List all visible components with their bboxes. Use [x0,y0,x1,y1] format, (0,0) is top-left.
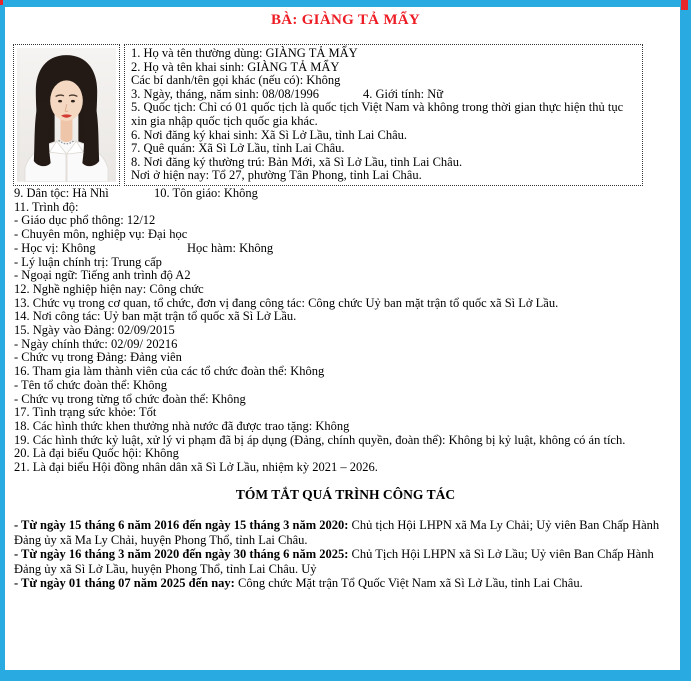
detail-line: - Chức vụ trong từng tổ chức đoàn thể: Không [14,391,246,406]
work-entry [14,576,677,591]
work-period: - Từ ngày 15 tháng 6 năm 2016 đến ngày 15 tháng 3 năm 2020: [14,518,349,532]
info-line: 8. Nơi đăng ký thường trú: Bản Mới, xã Sì Lở Lầu, tỉnh Lai Châu. [131,154,463,169]
detail-line-degree [14,242,676,256]
detail-line: - Ngày chính thức: 02/09/ 20216 [14,336,178,351]
info-line: 6. Nơi đăng ký khai sinh: Xã Sì Lở Lầu, tỉnh Lai Châu. [131,127,408,142]
page-title: BÀ: GIÀNG TẢ MẨY [270,12,421,28]
detail-line: 12. Nghề nghiệp hiện nay: Công chức [14,281,204,296]
ethnicity-text: 9. Dân tộc: Hà Nhì [14,186,109,200]
detail-line: - Tên tổ chức đoàn thể: Không [14,377,168,392]
portrait-photo-illustration [17,48,116,182]
religion-text: 10. Tôn giáo: Không [154,186,258,200]
info-line: 2. Họ và tên khai sinh: GIÀNG TẢ MẨY [131,59,340,74]
personal-info-box [124,44,643,186]
info-line: 5. Quốc tịch: Chỉ có 01 quốc tịch là quốc tịch Việt Nam và không trong thời gian thực hiện thủ tục xin gia nhập quốc tịch quốc gia khác. [131,100,624,128]
detail-line: 15. Ngày vào Đảng: 02/09/2015 [14,323,175,338]
section-heading: TÓM TẮT QUÁ TRÌNH CÔNG TÁC [235,487,456,502]
work-description: Chủ Tịch Hội LHPN xã Sì Lở Lầu; Uỷ viên Ban Chấp Hành Đảng ủy xã Sì Lở Lầu, huyện Phong Thổ, tỉnh Lai Châu. Uỷ [14,547,654,576]
detail-line: 18. Các hình thức khen thưởng nhà nước đã được trao tặng: Không [14,418,350,433]
birthdate-text: 3. Ngày, tháng, năm sinh: 08/08/1996 [131,86,320,101]
work-description: Chủ tịch Hội LHPN xã Ma Ly Chải; Uỷ viên Ban Chấp Hành Đảng ủy xã Ma Ly Chải, huyện Phong Thổ, tỉnh Lai Châu. [14,518,660,547]
work-period: - Từ ngày 01 tháng 07 năm 2025 đến nay: [14,576,235,591]
work-entry [14,547,677,576]
detail-line: 16. Tham gia làm thành viên của các tổ chức đoàn thể: Không [14,364,325,379]
detail-line: 14. Nơi công tác: Uỷ ban mặt trận tổ quốc xã Sì Lở Lầu. [14,309,297,324]
info-line: 7. Quê quán: Xã Sì Lở Lầu, tỉnh Lai Châu. [131,141,345,156]
portrait-photo [13,44,120,186]
detail-line: - Lý luận chính trị: Trung cấp [14,254,162,269]
detail-line: 13. Chức vụ trong cơ quan, tổ chức, đơn vị đang công tác: Công chức Uỷ ban mặt trận tổ quốc xã Sì Lở Lầu. [14,295,559,310]
info-line: 1. Họ và tên thường dùng: GIÀNG TẢ MẨY [131,46,358,60]
gender-text: 4. Giới tính: Nữ [363,86,444,101]
info-line-birth-gender [131,88,634,102]
corner-mark-top-left [0,0,3,5]
detail-line: 21. Là đại biểu Hội đồng nhân dân xã Sì Lở Lầu, nhiệm kỳ 2021 – 2026. [14,460,378,475]
detail-line: - Chuyên môn, nghiệp vụ: Đại học [14,227,188,242]
hoc-ham-text: Học hàm: Không [187,240,274,255]
detail-line: 17. Tình trạng sức khỏe: Tốt [14,405,157,420]
work-history [14,518,677,591]
hoc-vi-text: - Học vị: Không [14,240,96,255]
work-period: - Từ ngày 16 tháng 3 năm 2020 đến ngày 30 tháng 6 năm 2025: [14,547,349,562]
detail-line: - Chức vụ trong Đảng: Đảng viên [14,350,182,365]
detail-line: 19. Các hình thức kỷ luật, xử lý vi phạm đã bị áp dụng (Đảng, chính quyền, đoàn thể): Không bị kỷ luật, không có án tích. [14,432,626,447]
detail-line: - Ngoại ngữ: Tiếng anh trình độ A2 [14,268,191,283]
detail-line: 20. Là đại biểu Quốc hội: Không [14,446,179,461]
info-line: Các bí danh/tên gọi khác (nếu có): Không [131,73,341,88]
corner-mark-top-right [681,0,688,10]
detail-line: - Giáo dục phổ thông: 12/12 [14,213,156,228]
info-line: Nơi ở hiện nay: Tổ 27, phường Tân Phong, tỉnh Lai Châu. [131,168,422,183]
details-list [14,187,676,475]
work-entry [14,518,677,547]
work-description: Công chức Mặt trận Tổ Quốc Việt Nam xã Sì Lở Lầu, tỉnh Lai Châu. [234,576,583,591]
detail-line: 11. Trình độ: [14,199,79,214]
detail-line-ethnic-religion [14,187,676,201]
